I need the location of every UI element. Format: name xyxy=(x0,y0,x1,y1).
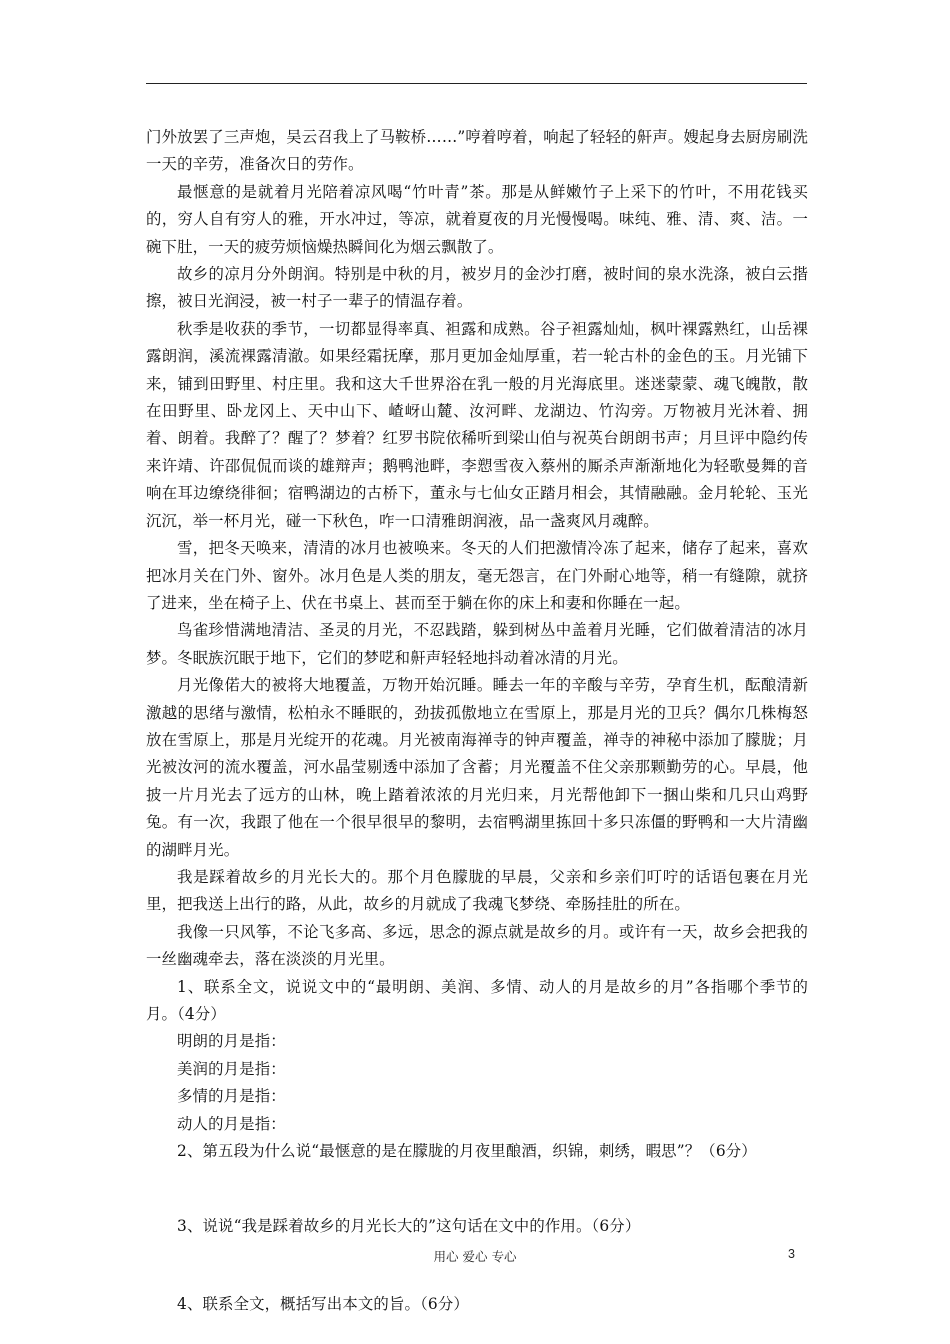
header-rule xyxy=(146,83,807,84)
paragraph-9: 我像一只风筝，不论飞多高、多远，思念的源点就是故乡的月。或许有一天，故乡会把我的一丝幽魂牵去，落在淡淡的月光里。 xyxy=(146,922,808,969)
paragraph-7: 月光像偌大的被将大地覆盖，万物开始沉睡。睡去一年的辛酸与辛劳，孕育生机，酝酿清新激越的思绪与激情，松柏永不睡眠的，劲拔孤傲地立在雪原上，那是月光的卫兵？偶尔几株梅怒放在雪原上，那是月光绽开的花魂。月光被南海禅寺的钟声覆盖，禅寺的神秘中添加了朦胧；月光被汝河的流水覆盖，河水晶莹剔透中添加了含蓄；月光覆盖不住父亲那颗勤劳的心。早晨，他披一片月光去了远方的山林，晚上踏着浓浓的月光归来，月光帮他卸下一捆山柴和几只山鸡野兔。有一次，我跟了他在一个很早很早的黎明，去宿鸭湖里拣回十多只冻僵的野鸭和一大片清幽的湖畔月光。 xyxy=(146,676,808,859)
paragraph-4: 秋季是收获的季节，一切都显得率真、袒露和成熟。谷子袒露灿灿，枫叶裸露熟红，山岳裸露朗润，溪流裸露清澈。如果经霜抚摩，那月更加金灿厚重，若一轮古朴的金色的玉。月光铺下来，铺到田野里、村庄里。我和这大千世界浴在乳一般的月光海底里。迷迷蒙蒙、魂飞魄散，散在田野里、卧龙冈上、天中山下、嵖岈山麓、汝河畔、龙湖边、竹沟旁。万物被月光沐着、拥着、朗着。我醉了？醒了？梦着？红罗书院依稀听到梁山伯与祝英台朗朗书声；月旦评中隐约传来许靖、许邵侃侃而谈的雄辩声；鹅鸭池畔，李愬雪夜入蔡州的厮杀声渐渐地化为轻歌曼舞的音响在耳边缭绕徘徊；宿鸭湖边的古桥下，董永与七仙女正踏月相会，其情融融。金月轮轮、玉光沉沉，举一杯月光，碰一下秋色，咋一口清雅朗润液，品一盏爽风月魂醉。 xyxy=(146,319,808,530)
paragraph-3: 故乡的凉月分外朗润。特别是中秋的月，被岁月的金沙打磨，被时间的泉水洗涤，被白云揩擦，被日光润浸，被一村子一辈子的情温存着。 xyxy=(146,265,808,311)
paragraph-1: 门外放罢了三声炮，吴云召我上了马鞍桥……”哼着哼着，响起了轻轻的鼾声。嫂起身去厨房刷洗一天的辛劳，准备次日的劳作。 xyxy=(146,128,808,174)
answer-space xyxy=(146,1165,808,1213)
question-3: 3、说说“我是踩着故乡的月光长大的”这句话在文中的作用。（6分） xyxy=(177,1217,641,1236)
question-1-item: 美润的月是指： xyxy=(177,1059,286,1078)
paragraph-2: 最惬意的是就着月光陪着凉风喝“竹叶青”茶。那是从鲜嫩竹子上采下的竹叶，不用花钱买的，穷人自有穷人的雅，开水冲过，等凉，就着夏夜的月光慢慢喝。味纯、雅、清、爽、洁。一碗下肚，一天的疲劳烦恼燥热瞬间化为烟云飘散了。 xyxy=(146,182,808,256)
paragraph-5: 雪，把冬天唤来，清清的冰月也被唤来。冬天的人们把激情冷冻了起来，储存了起来，喜欢把冰月关在门外、窗外。冰月色是人类的朋友，毫无怨言，在门外耐心地等，稍一有缝隙，就挤了进来，坐在椅子上、伏在书桌上、甚而至于躺在你的床上和妻和你睡在一起。 xyxy=(146,539,808,612)
question-1-item: 多情的月是指： xyxy=(177,1087,286,1106)
question-2: 2、第五段为什么说“最惬意的是在朦胧的月夜里酿酒，织锦，刺绣，暇思”？（6分） xyxy=(177,1142,757,1161)
paragraph-6: 鸟雀珍惜满地清洁、圣灵的月光，不忍践踏，躲到树丛中盖着月光睡，它们做着清洁的冰月梦。冬眠族沉眠于地下，它们的梦呓和鼾声轻轻地抖动着冰清的月光。 xyxy=(146,621,808,667)
page-number: 3 xyxy=(788,1247,795,1261)
question-4: 4、联系全文，概括写出本文的旨。（6分） xyxy=(177,1294,469,1313)
paragraph-8: 我是踩着故乡的月光长大的。那个月色朦胧的早晨，父亲和乡亲们叮咛的话语包裹在月光里，把我送上出行的路，从此，故乡的月就成了我魂飞梦绕、牵肠挂肚的所在。 xyxy=(146,867,808,914)
question-1-item: 动人的月是指： xyxy=(177,1114,286,1133)
article-body xyxy=(146,124,808,1318)
question-1-item: 明朗的月是指： xyxy=(177,1032,286,1051)
page-footer: 用心 爱心 专心 xyxy=(433,1249,517,1264)
question-1: 1、联系全文，说说文中的“最明朗、美润、多情、动人的月是故乡的月”各指哪个季节的月。（4分） xyxy=(146,977,808,1023)
